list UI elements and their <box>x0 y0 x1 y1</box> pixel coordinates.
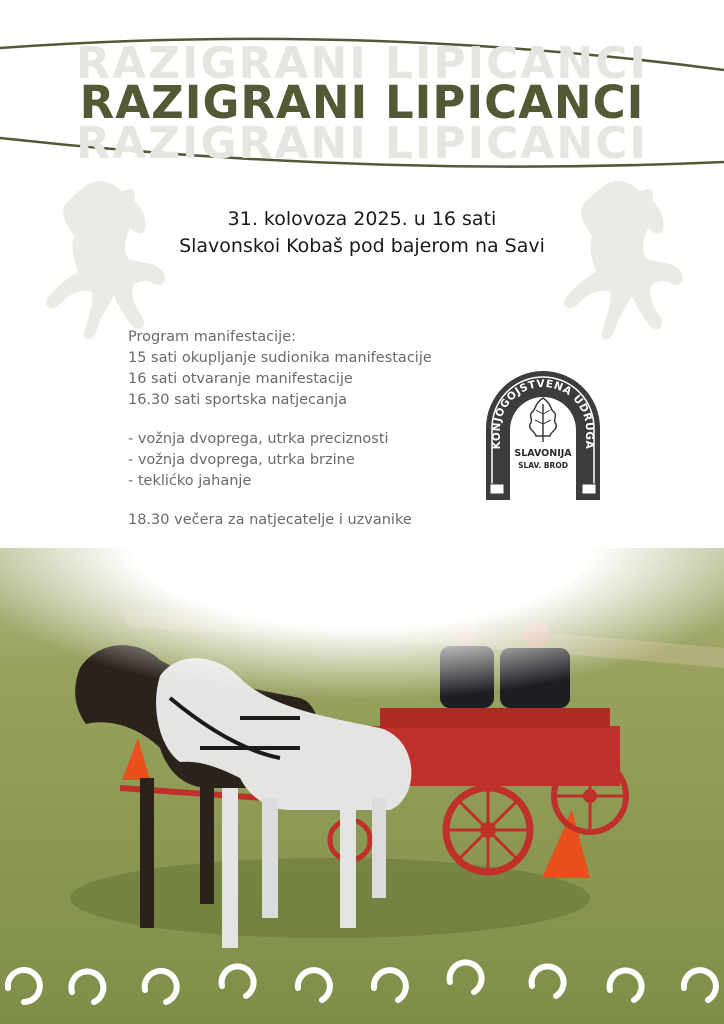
title-ghost-top: RAZIGRANI LIPICANCI <box>76 38 648 89</box>
spacer <box>128 492 488 510</box>
competition-item: - teklićko jahanje <box>128 473 252 489</box>
oak-leaf-icon <box>530 398 557 442</box>
competition-item: - vožnja dvoprega, utrka brzine <box>128 452 355 468</box>
program-heading: Program manifestacije: <box>128 329 297 345</box>
dinner-item: 18.30 večera za natjecatelje i uzvanike <box>128 512 412 528</box>
logo-name: SLAVONIJA <box>514 448 572 459</box>
spacer <box>128 411 488 429</box>
logo-city: SLAV. BROD <box>518 461 568 470</box>
competition-item: - vožnja dvoprega, utrka preciznosti <box>128 431 389 447</box>
logo-arc-text: KONJOGOJSTVENA UDRUGA <box>490 377 596 450</box>
schedule-item: 16.30 sati sportska natjecanja <box>128 392 348 408</box>
schedule-item: 16 sati otvaranje manifestacije <box>128 371 353 387</box>
schedule-item: 15 sati okupljanje sudionika manifestacije <box>128 350 432 366</box>
event-location: Slavonskoi Kobaš pod bajerom na Savi <box>179 235 545 257</box>
event-date-time: 31. kolovoza 2025. u 16 sati <box>227 208 497 230</box>
program-list <box>128 327 488 531</box>
rearing-horse-icon-left <box>30 176 180 351</box>
poster-title: RAZIGRANI LIPICANCI <box>79 76 645 129</box>
rearing-horse-icon-right <box>548 176 698 351</box>
association-horseshoe-logo <box>478 362 608 510</box>
title-ghost-bottom: RAZIGRANI LIPICANCI <box>76 118 648 169</box>
horseshoe-border-icons <box>0 952 724 1012</box>
photo-top-fade <box>0 540 724 740</box>
